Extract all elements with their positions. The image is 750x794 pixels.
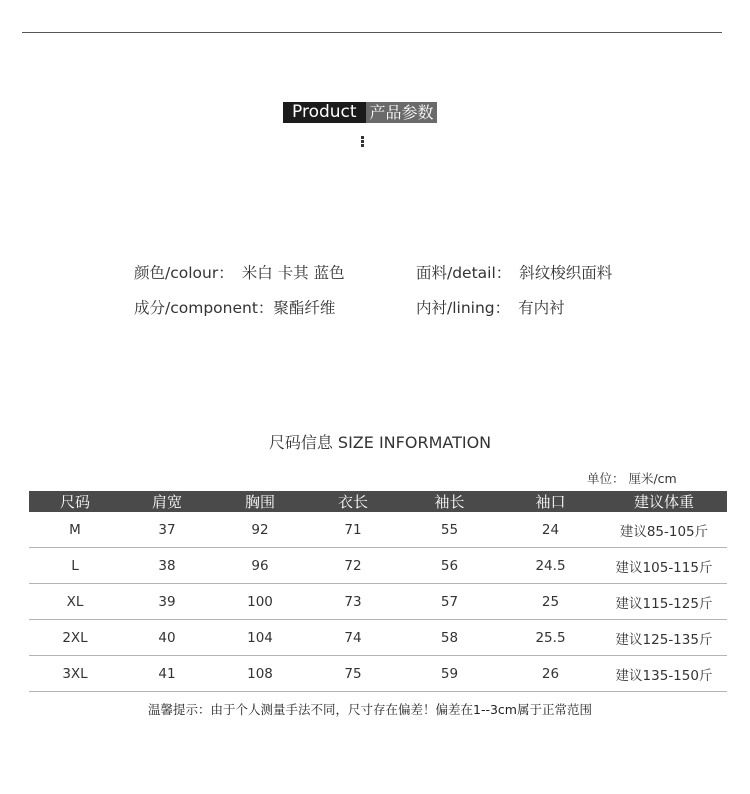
table-cell: XL xyxy=(29,584,121,620)
spec-component xyxy=(134,298,335,318)
table-cell: 56 xyxy=(399,548,500,584)
table-cell: 73 xyxy=(307,584,399,620)
table-row xyxy=(29,584,727,620)
table-row xyxy=(29,620,727,656)
table-row xyxy=(29,656,727,692)
spec-lining xyxy=(416,298,565,318)
table-cell: 40 xyxy=(121,620,213,656)
table-cell: 38 xyxy=(121,548,213,584)
table-cell: 26 xyxy=(500,656,601,692)
product-banner xyxy=(283,102,437,123)
table-cell: 75 xyxy=(307,656,399,692)
table-cell: 41 xyxy=(121,656,213,692)
table-cell: 74 xyxy=(307,620,399,656)
size-table xyxy=(29,491,727,692)
header-suggested-weight: 建议体重 xyxy=(601,491,727,512)
banner-chinese-label: 产品参数 xyxy=(366,102,437,123)
spec-colour-label: 颜色/colour： xyxy=(134,264,234,282)
table-cell: 72 xyxy=(307,548,399,584)
table-cell: 24 xyxy=(500,512,601,548)
table-cell: 55 xyxy=(399,512,500,548)
top-divider xyxy=(22,32,722,33)
table-cell: 39 xyxy=(121,584,213,620)
table-cell: M xyxy=(29,512,121,548)
table-cell: 25.5 xyxy=(500,620,601,656)
spec-lining-label: 内衬/lining： xyxy=(416,299,511,317)
header-shoulder: 肩宽 xyxy=(121,491,213,512)
table-cell: 108 xyxy=(213,656,307,692)
table-cell: 58 xyxy=(399,620,500,656)
header-length: 衣长 xyxy=(307,491,399,512)
table-cell: 59 xyxy=(399,656,500,692)
spec-colour xyxy=(134,263,345,283)
spec-colour-value: 米白 卡其 蓝色 xyxy=(241,264,345,282)
table-cell: 建议115-125斤 xyxy=(601,584,727,620)
table-cell: 建议105-115斤 xyxy=(601,548,727,584)
header-chest: 胸围 xyxy=(213,491,307,512)
size-information-title: 尺码信息 SIZE INFORMATION xyxy=(268,433,492,452)
table-cell: 建议125-135斤 xyxy=(601,620,727,656)
banner-english-label: Product xyxy=(283,102,366,123)
table-cell: 37 xyxy=(121,512,213,548)
table-cell: 24.5 xyxy=(500,548,601,584)
spec-lining-value: 有内衬 xyxy=(518,299,565,317)
header-cuff: 袖口 xyxy=(500,491,601,512)
spec-component-value: 聚酯纤维 xyxy=(273,299,336,317)
table-cell: 92 xyxy=(213,512,307,548)
table-cell: 建议85-105斤 xyxy=(601,512,727,548)
table-cell: 96 xyxy=(213,548,307,584)
unit-label: 单位： 厘米/cm xyxy=(587,471,677,486)
table-row xyxy=(29,512,727,548)
table-cell: 2XL xyxy=(29,620,121,656)
table-cell: 3XL xyxy=(29,656,121,692)
vertical-dots-icon xyxy=(361,136,365,148)
table-row xyxy=(29,548,727,584)
spec-detail xyxy=(416,263,612,283)
table-cell: 100 xyxy=(213,584,307,620)
table-cell: 104 xyxy=(213,620,307,656)
table-cell: L xyxy=(29,548,121,584)
spec-component-label: 成分/component： xyxy=(134,299,274,317)
table-cell: 建议135-150斤 xyxy=(601,656,727,692)
spec-detail-value: 斜纹梭织面料 xyxy=(519,264,613,282)
header-sleeve-length: 袖长 xyxy=(399,491,500,512)
size-table-header-row xyxy=(29,491,727,512)
table-cell: 57 xyxy=(399,584,500,620)
table-cell: 25 xyxy=(500,584,601,620)
header-size: 尺码 xyxy=(29,491,121,512)
spec-detail-label: 面料/detail： xyxy=(416,264,512,282)
measurement-note: 温馨提示：由于个人测量手法不同，尺寸存在偏差！偏差在1--3cm属于正常范围 xyxy=(148,702,592,717)
table-cell: 71 xyxy=(307,512,399,548)
